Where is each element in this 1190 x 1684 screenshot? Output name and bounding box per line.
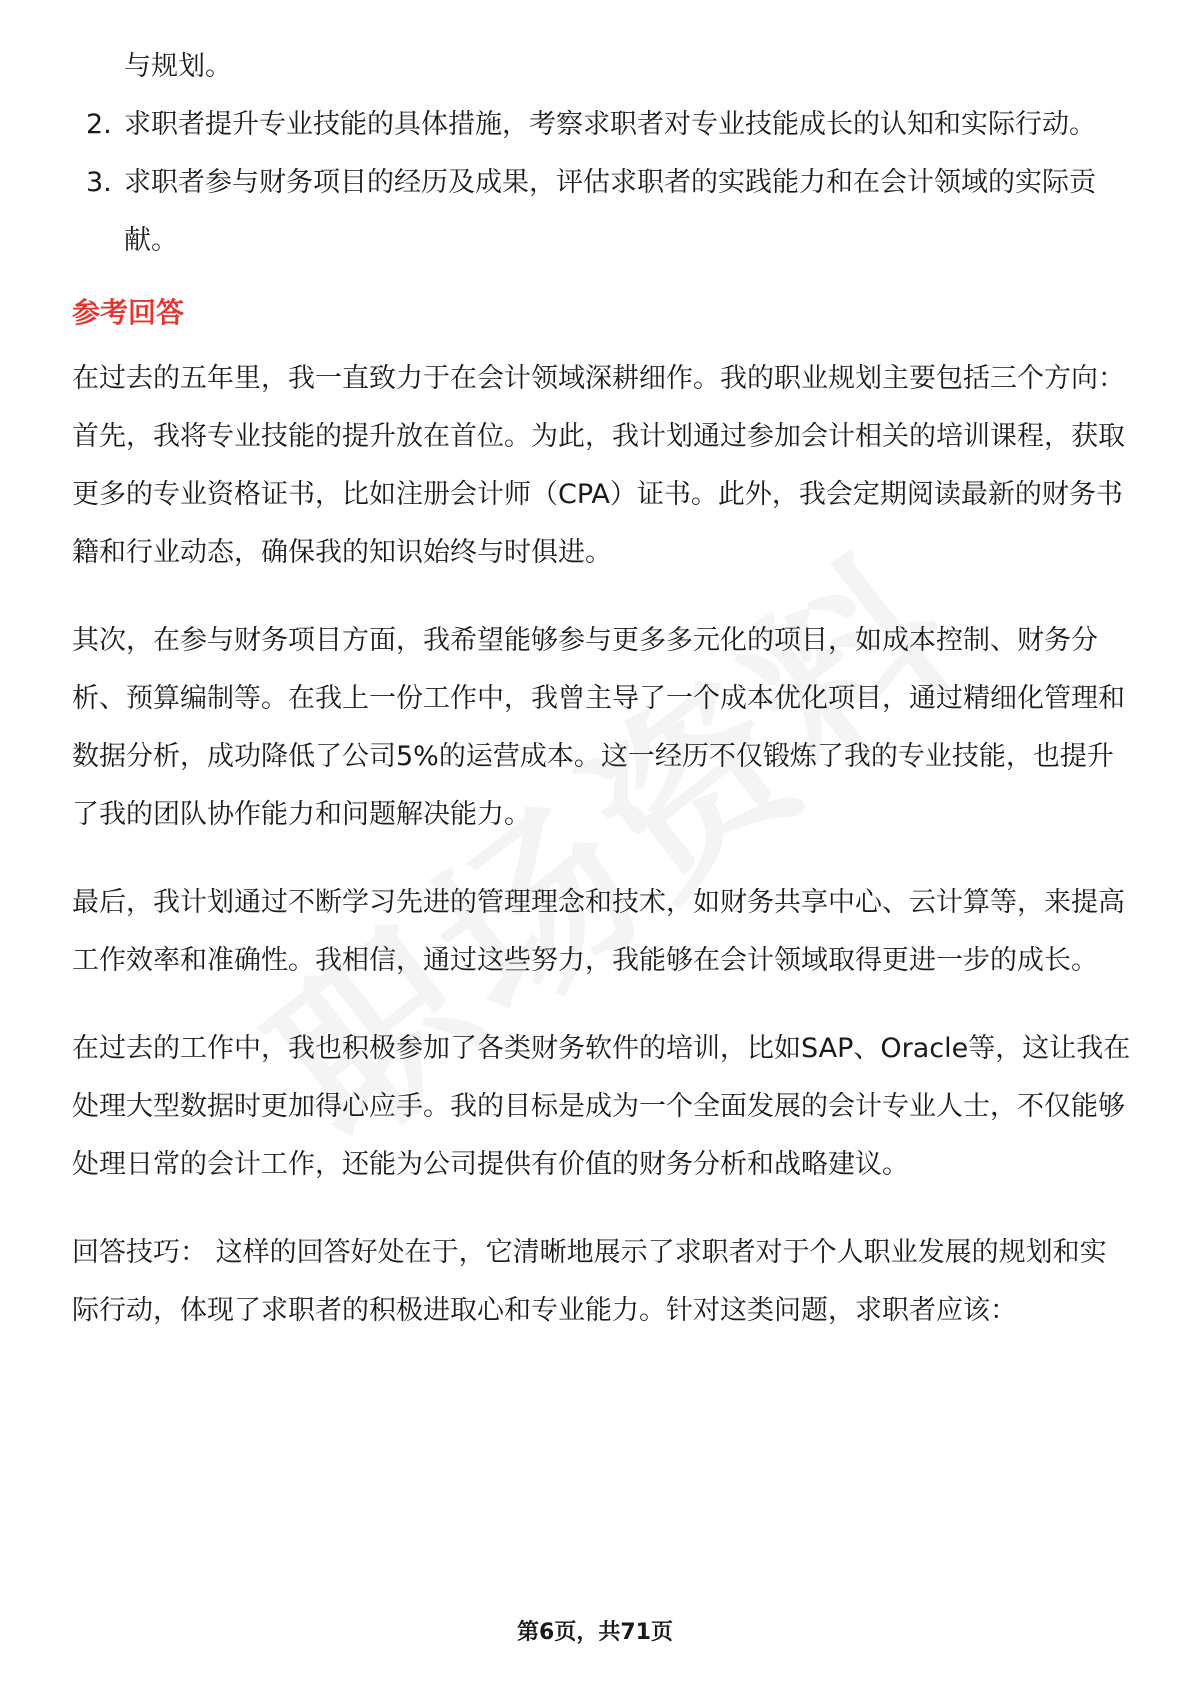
list-item [72,154,1132,270]
answer-paragraph: 在过去的工作中，我也积极参加了各类财务软件的培训，比如SAP、Oracle等，这让我在处理大型数据时更加得心应手。我的目标是成为一个全面发展的会计专业人士，不仅能够处理日常的会计工作，还能为公司提供有价值的财务分析和战略建议。 [72,1033,1131,1180]
list-item [72,96,1132,154]
answer-paragraph: 在过去的五年里，我一直致力于在会计领域深耕细作。我的职业规划主要包括三个方向：首先，我将专业技能的提升放在首位。为此，我计划通过参加会计相关的培训课程，获取更多的专业资格证书，比如注册会计师（CPA）证书。此外，我会定期阅读最新的财务书籍和行业动态，确保我的知识始终与时俱进。 [72,363,1125,568]
list-item-number: 3. [86,167,112,198]
page-content [72,38,1132,1340]
list-item-number: 2. [86,109,112,140]
tips-paragraph: 回答技巧： 这样的回答好处在于，它清晰地展示了求职者对于个人职业发展的规划和实际行动，体现了求职者的积极进取心和专业能力。针对这类问题，求职者应该： [72,1237,1107,1326]
answer-paragraph: 其次，在参与财务项目方面，我希望能够参与更多多元化的项目，如成本控制、财务分析、预算编制等。在我上一份工作中，我曾主导了一个成本优化项目，通过精细化管理和数据分析，成功降低了公司5%的运营成本。这一经历不仅锻炼了我的专业技能，也提升了我的团队协作能力和问题解决能力。 [72,625,1125,830]
list-item-continuation: 与规划。 [124,51,232,82]
section-heading: 参考回答 [72,296,185,329]
answer-paragraph: 最后，我计划通过不断学习先进的管理理念和技术，如财务共享中心、云计算等，来提高工作效率和准确性。我相信，通过这些努力，我能够在会计领域取得更进一步的成长。 [72,887,1125,976]
list-item-text: 求职者提升专业技能的具体措施，考察求职者对专业技能成长的认知和实际行动。 [124,109,1096,140]
list-item-text: 求职者参与财务项目的经历及成果，评估求职者的实践能力和在会计领域的实际贡献。 [124,167,1096,256]
page-number: 第6页，共71页 [517,1620,673,1645]
